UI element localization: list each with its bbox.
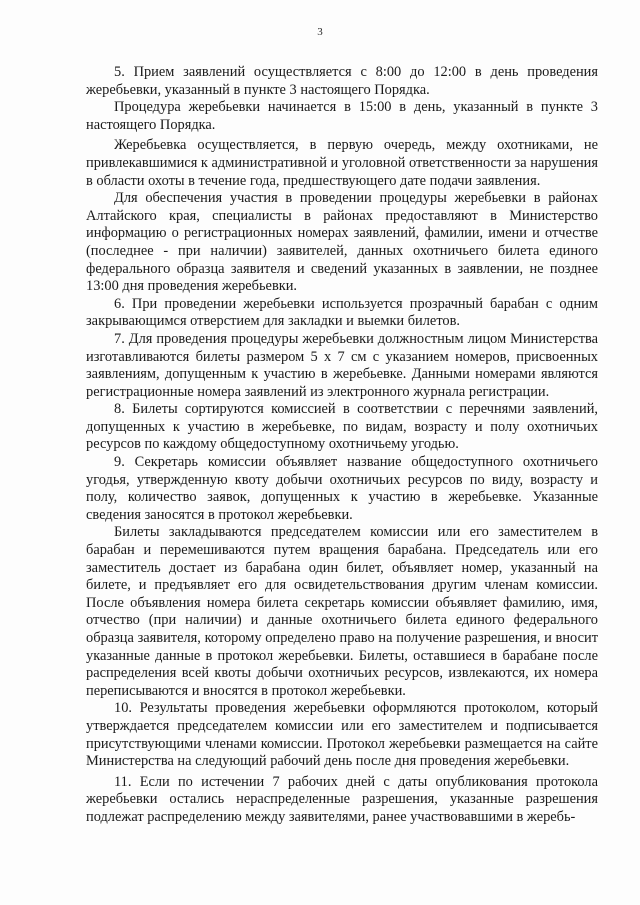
paragraph-8: 8. Билеты сортируются комиссией в соответствии с перечнями заявлений, допущенных к участию в жеребьевке, по видам, возрасту и полу охотничьих ресурсов по каждому общедоступному охотничьему угодью. [86,401,598,453]
paragraph-11: 11. Если по истечении 7 рабочих дней с даты опубликования протокола жеребьевки остались нераспределенные разрешения, указанные разрешения подлежат распределению между заявителями, ранее участвовавшими в жеребь- [86,773,598,825]
document-body [86,64,598,827]
paragraph-10: 10. Результаты проведения жеребьевки оформляются протоколом, который утверждается председателем комиссии или его заместителем и подписывается присутствующими членами комиссии. Протокол жеребьевки размещается на сайте Министерства на следующий рабочий день после дня проведения жеребьевки. [86,700,598,770]
paragraph-7: 7. Для проведения процедуры жеребьевки должностным лицом Министерства изготавливаются билеты размером 5 х 7 см с указанием номеров, присвоенных заявлениям, допущенным к участию в жеребьевке. Данными номерами являются регистрационные номера заявлений из электронного журнала регистрации. [86,330,598,400]
paragraph-6: 6. При проведении жеребьевки используется прозрачный барабан с одним закрывающимся отверстием для закладки и выемки билетов. [86,295,598,330]
paragraph-5: 5. Прием заявлений осуществляется с 8:00 до 12:00 в день проведения жеребьевки, указанный в пункте 3 настоящего Порядка. [86,64,598,98]
paragraph-tickets-draw: Билеты закладываются председателем комиссии или его заместителем в барабан и перемешиваются путем вращения барабана. Председатель или его заместитель достает из барабана один билет, объявляет номер, указанный на билете, и предъявляет его для освидетельствования другим членам комиссии. После объявления номера билета секретарь комиссии объявляет фамилию, имя, отчество (при наличии) и данные охотничьего билета единого федерального образца заявителя, которому определено право на получение разрешения, и вносит указанные данные в протокол жеребьевки. Билеты, оставшиеся в барабане после распределения всей квоты добычи охотничьих ресурсов, извлекаются, их номера переписываются и вносятся в протокол жеребьевки. [86,524,598,699]
paragraph-9: 9. Секретарь комиссии объявляет название общедоступного охотничьего угодья, утвержденную квоту добычи охотничьих ресурсов по виду, возрасту и полу, количество заявок, допущенных к участию в жеребьевке. Указанные сведения заносятся в протокол жеребьевки. [86,454,598,523]
paragraph-procedure-start: Процедура жеребьевки начинается в 15:00 в день, указанный в пункте 3 настоящего Порядка. [86,99,598,133]
page-number: 3 [317,26,323,38]
paragraph-priority: Жеребьевка осуществляется, в первую очередь, между охотниками, не привлекавшимися к административной и уголовной ответственности за нарушения в области охоты в течение года, предшествующего дате подачи заявления. [86,137,598,189]
paragraph-district-info: Для обеспечения участия в проведении процедуры жеребьевки в районах Алтайского края, специалисты в районах предоставляют в Министерство информацию о регистрационных номерах заявлений, фамилии, имени и отчестве (последнее - при наличии) заявителей, данных охотничьего билета единого федерального образца заявителя и сведений указанных в заявлении, не позднее 13:00 дня проведения жеребьевки. [86,190,598,295]
